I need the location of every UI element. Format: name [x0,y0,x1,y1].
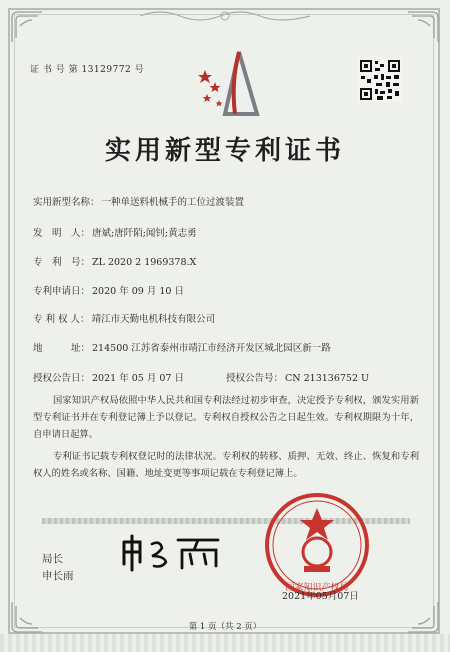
field-grant-number [226,370,369,384]
field-address [33,340,331,354]
director-title: 局长 [42,553,63,565]
field-value: 214500 江苏省泰州市靖江市经济开发区城北园区新一路 [92,343,331,354]
field-patentee [33,311,215,325]
bottom-strip [0,634,450,652]
certificate-title: 实用新型专利证书 [104,136,345,166]
field-label: 授权公告号： [226,373,284,384]
field-value: 2020 年 09 月 10 日 [92,286,184,297]
field-value: ZL 2020 2 1969378.X [92,257,197,268]
issue-date: 2021年05月07日 [282,591,359,602]
field-label: 专利申请日： [33,286,91,297]
field-label: 地 址： [33,343,91,354]
field-inventors [33,225,197,239]
field-value: CN 213136752 U [285,373,370,384]
director-name: 申长雨 [42,570,74,582]
seal-text: 国家知识产权局 [285,583,349,593]
body-paragraph-2: 专利证书记载专利权登记时的法律状况。专利权的转移、质押、无效、终止、恢复和专利权人的姓名或名称、国籍、地址变更等事项记载在专利登记簿上。 [33,451,419,479]
field-value: 唐斌;唐阡陌;闻钊;黄志勇 [92,228,197,239]
field-label: 专 利 号： [33,257,91,268]
certificate-number-value: 13129772 [81,65,132,75]
field-value: 一种单送料机械手的工位过渡装置 [101,197,245,208]
field-grant-date [33,370,184,384]
page-number: 第 1 页（共 2 页） [188,622,262,632]
signature-icon [118,532,228,572]
corner-ornament-icon [406,10,440,44]
qr-code-icon [358,58,402,102]
certificate-number-suffix: 号 [134,65,145,75]
field-filing-date [33,283,184,297]
field-label: 实用新型名称： [33,197,100,208]
field-value: 2021 年 05 月 07 日 [92,373,184,384]
body-paragraph-1: 国家知识产权局依照中华人民共和国专利法经过初步审查，决定授予专利权，颁发实用新型专利证书并在专利登记簿上予以登记。专利权自授权公告之日起生效。专利权期限为十年，自申请日起算。 [33,395,419,440]
official-seal [262,490,372,600]
corner-ornament-icon [10,10,44,44]
certificate-number [30,62,144,75]
cnipa-logo-icon [195,42,265,122]
field-label: 发 明 人： [33,228,91,239]
field-label: 授权公告日： [33,373,91,384]
top-ornament-icon [140,8,310,24]
field-utility-model-name [33,194,244,208]
field-value: 靖江市天勤电机科技有限公司 [91,314,216,325]
field-label: 专 利 权 人： [33,314,90,325]
field-patent-number [33,254,196,268]
certificate-number-label: 证 书 号 第 [30,65,79,75]
